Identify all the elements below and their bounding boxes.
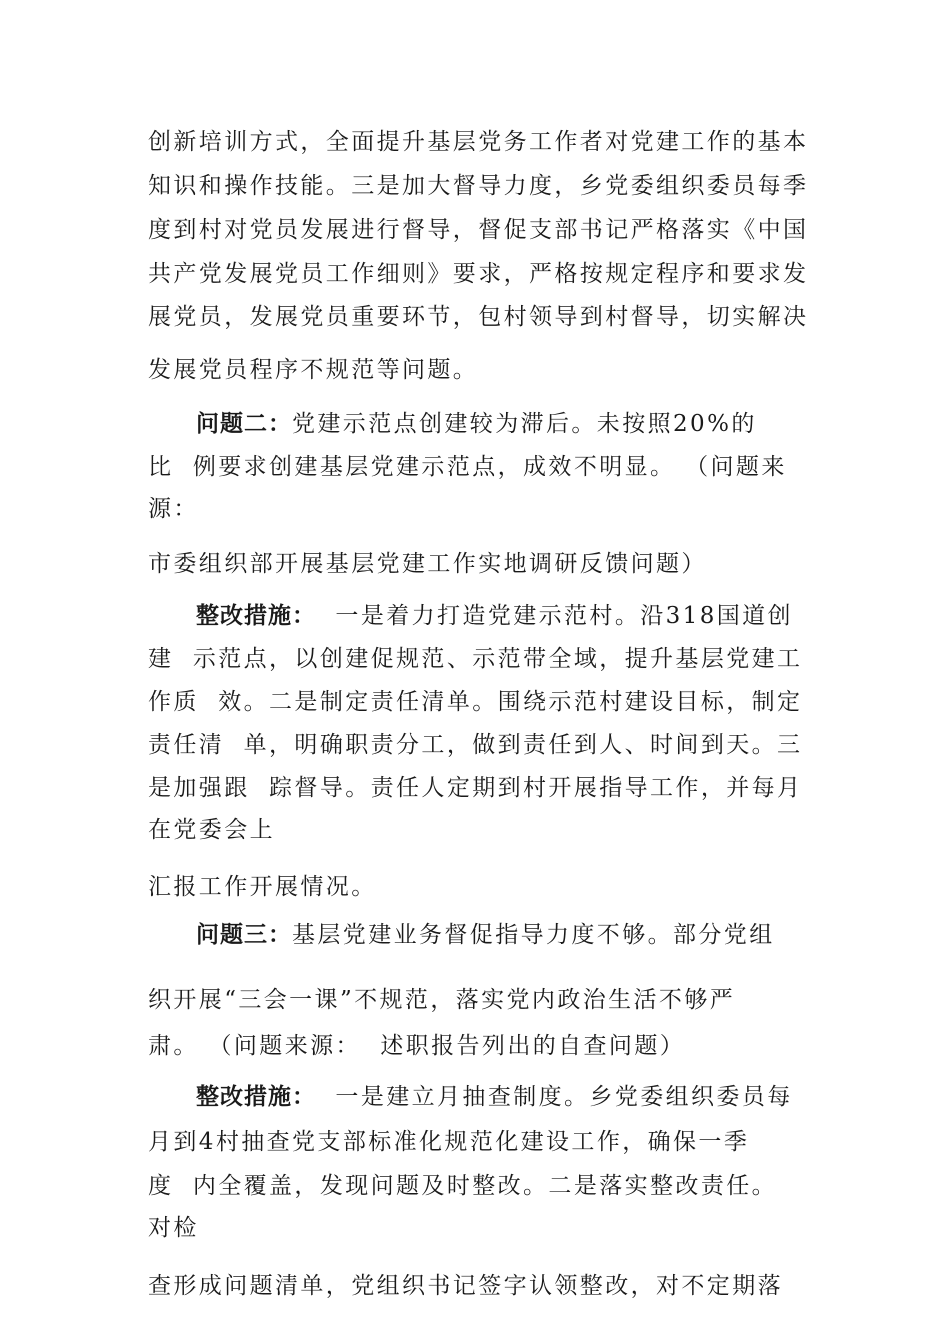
paragraph-line: 是加强跟 踪督导。责任人定期到村开展指导工作，并每月 <box>148 775 803 801</box>
paragraph-line: 发展党员程序不规范等问题。 <box>148 357 479 383</box>
problem-three-line <box>196 921 775 949</box>
problem-three-label: 问题三： <box>196 922 292 948</box>
problem-two-label: 问题二： <box>196 411 292 437</box>
paragraph-line: 在党委会上 <box>148 817 275 843</box>
paragraph-line: 度 内全覆盖，发现问题及时整改。二是落实整改责任。 <box>148 1173 778 1199</box>
paragraph-line: 对检 <box>148 1215 199 1241</box>
problem-two-text: 党建示范点创建较为滞后。未按照20%的 <box>292 411 757 437</box>
paragraph-line: 肃。 （问题来源： 述职报告列出的自查问题） <box>148 1033 686 1059</box>
paragraph-line: 织开展“三会一课”不规范，落实党内政治生活不够严 <box>148 987 736 1013</box>
measures-two-line <box>196 1083 793 1111</box>
paragraph-line: 创新培训方式，全面提升基层党务工作者对党建工作的基本 <box>148 129 809 155</box>
paragraph-line: 度到村对党员发展进行督导，督促支部书记严格落实《中国 <box>148 217 809 243</box>
measures-two-text: 一是建立月抽查制度。乡党委组织委员每 <box>316 1084 793 1110</box>
paragraph-line: 展党员，发展党员重要环节，包村领导到村督导，切实解决 <box>148 304 809 330</box>
measures-one-text: 一是着力打造党建示范村。沿318国道创 <box>316 603 793 629</box>
paragraph-line: 责任清 单，明确职责分工，做到责任到人、时间到天。三 <box>148 732 803 758</box>
problem-two-line <box>196 410 757 438</box>
paragraph-line: 建 示范点，以创建促规范、示范带全域，提升基层党建工 <box>148 646 803 672</box>
paragraph-line: 月到4村抽查党支部标准化规范化建设工作，确保一季 <box>148 1129 750 1155</box>
measures-one-line <box>196 602 793 630</box>
paragraph-line: 知识和操作技能。三是加大督导力度，乡党委组织委员每季 <box>148 173 809 199</box>
measures-one-label: 整改措施： <box>196 603 316 629</box>
paragraph-line: 市委组织部开展基层党建工作实地调研反馈问题） <box>148 551 707 577</box>
measures-two-label: 整改措施： <box>196 1084 316 1110</box>
paragraph-line: 作质 效。二是制定责任清单。围绕示范村建设目标，制定 <box>148 689 803 715</box>
paragraph-line: 汇报工作开展情况。 <box>148 874 377 900</box>
paragraph-line: 查形成问题清单，党组织书记签字认领整改，对不定期落 <box>148 1273 783 1299</box>
paragraph-line: 源： <box>148 496 199 522</box>
problem-three-text: 基层党建业务督促指导力度不够。部分党组 <box>292 922 775 948</box>
paragraph-line: 比 例要求创建基层党建示范点，成效不明显。 （问题来 <box>148 454 787 480</box>
paragraph-line: 共产党发展党员工作细则》要求，严格按规定程序和要求发 <box>148 261 809 287</box>
